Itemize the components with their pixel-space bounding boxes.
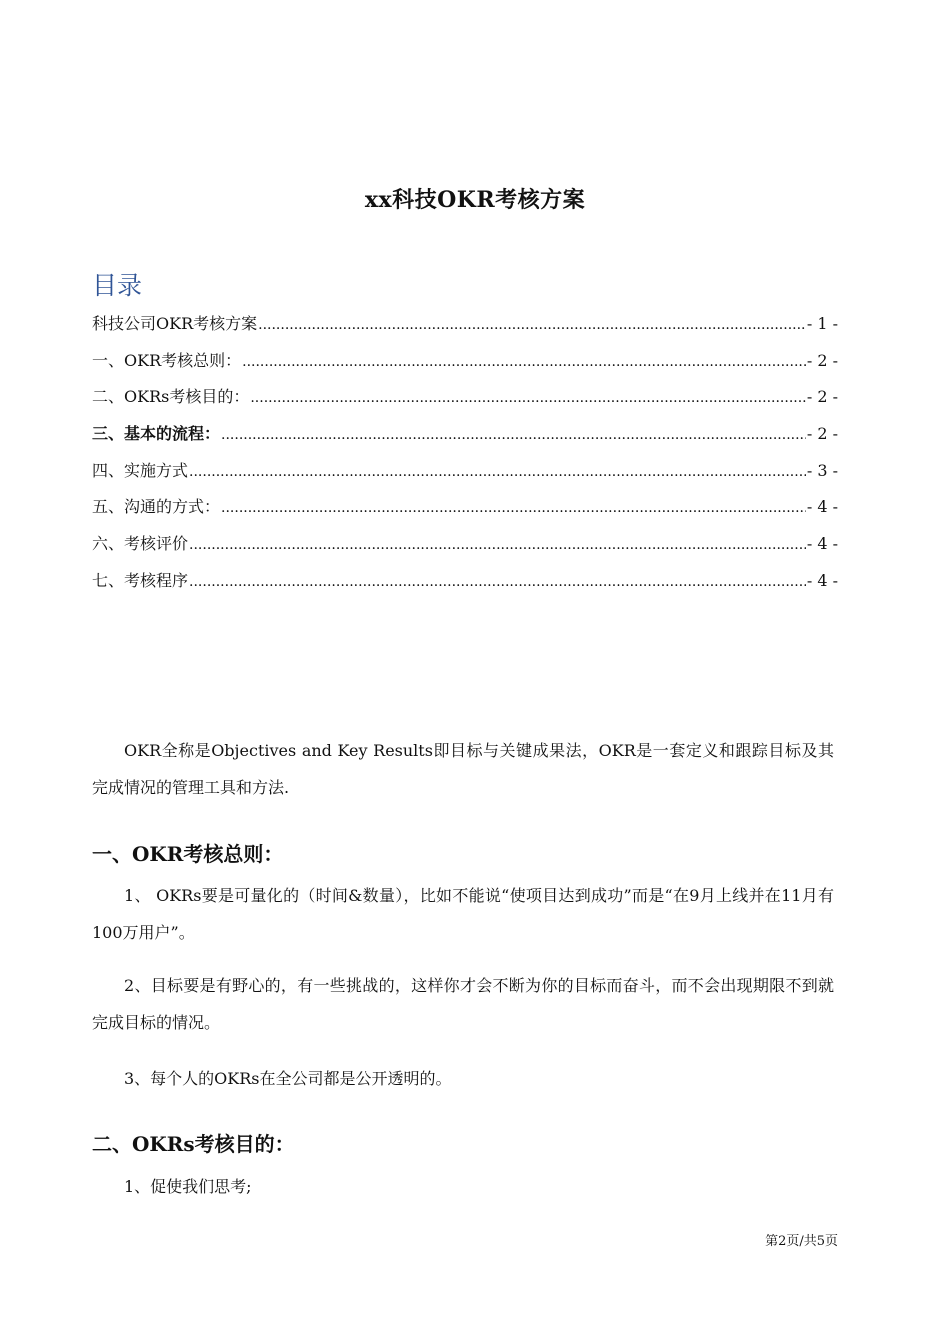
section-1-paragraph-2: 2、目标要是有野心的，有一些挑战的，这样你才会不断为你的目标而奋斗，而不会出现期限不到就完成目标的情况。 — [92, 976, 834, 1032]
toc-entry-label: 科技公司OKR考核方案 — [92, 314, 258, 333]
toc-entry-section-7[interactable] — [92, 569, 838, 606]
toc-entry-label: 二、OKRs考核目的： — [92, 387, 250, 407]
toc-entry-page: - 4 - — [806, 570, 838, 590]
document-title: xx科技OKR考核方案 — [364, 187, 586, 213]
section-1-heading: 一、OKR考核总则： — [92, 842, 284, 866]
toc-entry-cover[interactable] — [92, 312, 838, 349]
toc-leader-dots — [221, 423, 806, 447]
toc-entry-label: 一、OKR考核总则： — [92, 350, 242, 370]
toc-entry-label: 三、基本的流程： — [92, 424, 221, 444]
toc-leader-dots — [189, 570, 806, 594]
toc-entry-page: - 4 - — [806, 497, 838, 517]
toc-leader-dots — [250, 386, 805, 410]
toc-entry-page: - 2 - — [806, 424, 838, 444]
toc-entry-section-6[interactable] — [92, 532, 838, 569]
section-2-heading: 二、OKRs考核目的： — [92, 1132, 295, 1156]
toc-entry-section-5[interactable] — [92, 495, 838, 532]
toc-heading: 目录 — [92, 271, 143, 300]
toc-leader-dots — [189, 460, 806, 484]
toc-entry-page: - 4 - — [806, 534, 838, 554]
toc-entry-label: 四、实施方式 — [92, 460, 189, 480]
toc-leader-dots — [189, 533, 806, 557]
section-2-paragraph-1: 1、促使我们思考; — [124, 1177, 252, 1196]
section-1-paragraph-3: 3、每个人的OKRs在全公司都是公开透明的。 — [124, 1069, 452, 1088]
toc-entry-section-4[interactable] — [92, 459, 838, 496]
toc-entry-section-3[interactable] — [92, 422, 838, 459]
toc-entry-page: - 2 - — [806, 350, 838, 370]
toc-entry-label: 五、沟通的方式： — [92, 497, 221, 517]
toc-leader-dots — [258, 313, 806, 337]
intro-paragraph: OKR全称是Objectives and Key Results即目标与关键成果法，OKR是一套定义和跟踪目标及其完成情况的管理工具和方法. — [92, 741, 834, 797]
section-1-paragraph-1: 1、 OKRs要是可量化的（时间&数量），比如不能说“使项目达到成功”而是“在9月上线并在11月有100万用户”。 — [92, 886, 834, 942]
toc-entry-label: 七、考核程序 — [92, 570, 189, 590]
toc-entry-page: - 2 - — [806, 387, 838, 407]
toc-entry-section-2[interactable] — [92, 385, 838, 422]
toc-entry-section-1[interactable] — [92, 349, 838, 386]
table-of-contents — [92, 312, 838, 606]
page-footer: 第2页/共5页 — [765, 1234, 838, 1249]
toc-entry-label: 六、考核评价 — [92, 534, 189, 554]
toc-leader-dots — [221, 496, 806, 520]
toc-entry-page: - 3 - — [806, 460, 838, 480]
toc-leader-dots — [242, 350, 806, 374]
toc-entry-page: - 1 - — [806, 314, 838, 333]
